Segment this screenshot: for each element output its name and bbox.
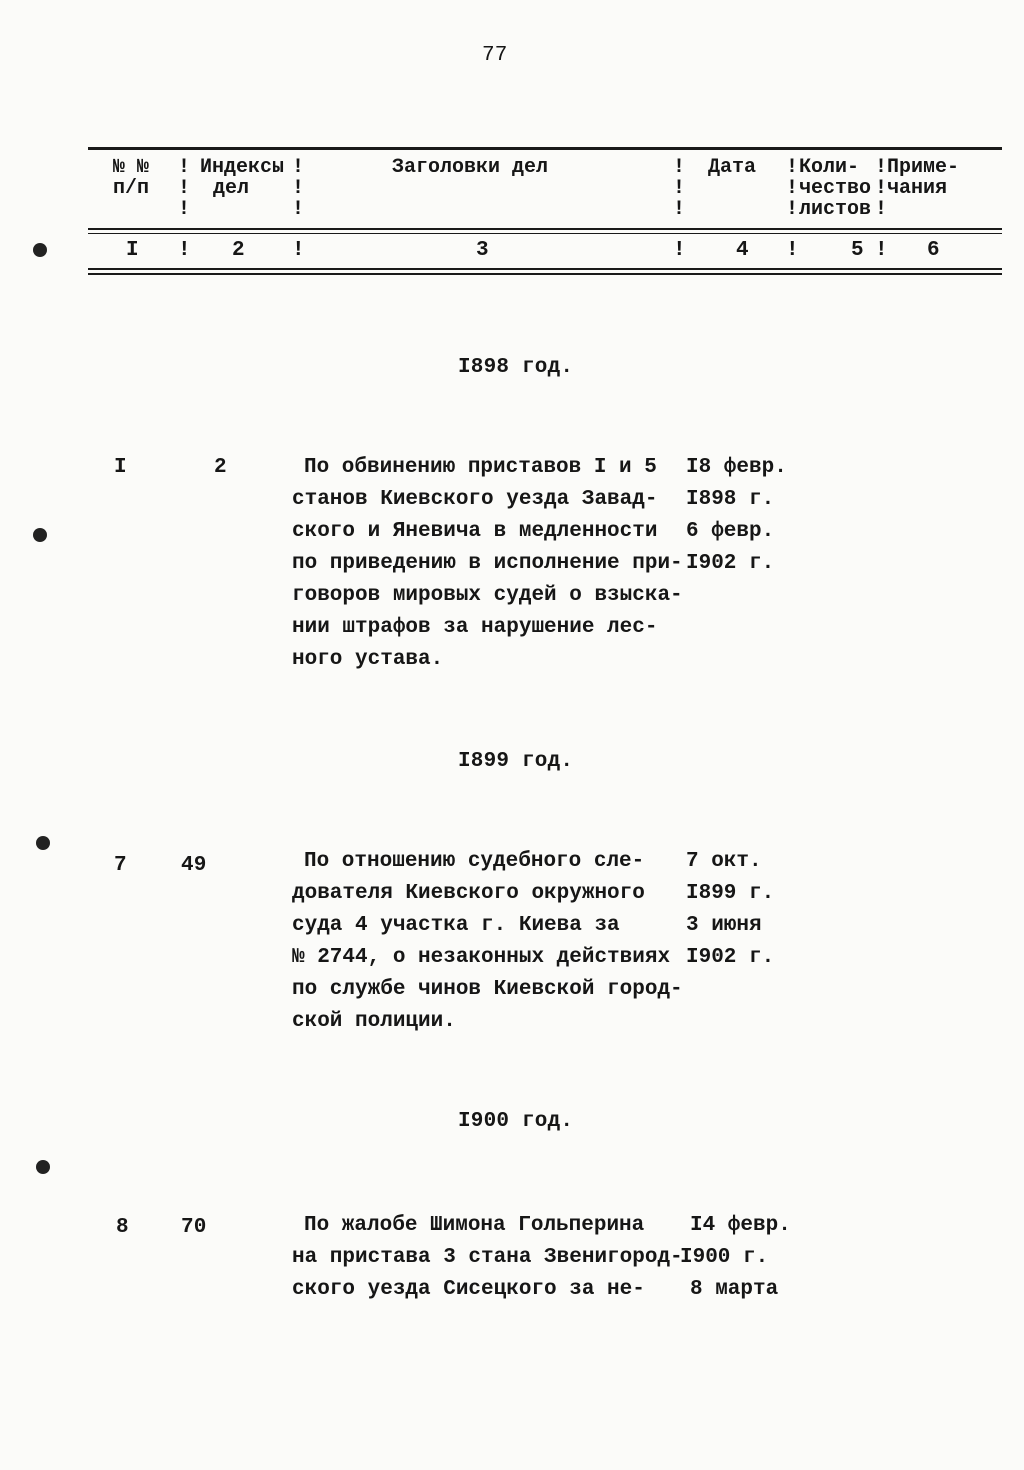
record-title — [292, 452, 683, 676]
year-heading: I900 год. — [458, 1110, 574, 1133]
col-sheets-label: листов — [799, 198, 872, 221]
record-number: 7 — [114, 854, 127, 877]
title-line: по приведению в исполнение при- — [292, 552, 683, 575]
separator: ! — [875, 156, 888, 179]
year-heading: I898 год. — [458, 356, 574, 379]
date-line: 6 февр. — [686, 520, 775, 543]
separator: ! — [786, 177, 799, 200]
record-index: 2 — [214, 456, 227, 479]
header-mid-rule — [88, 228, 1002, 230]
separator: ! — [673, 198, 686, 221]
col-title-label: Заголовки дел — [392, 156, 549, 179]
separator: ! — [673, 156, 686, 179]
col-date-label: Дата — [708, 156, 757, 179]
column-number: 4 — [736, 239, 749, 262]
punch-hole-mark — [33, 243, 47, 257]
title-line: на пристава 3 стана Звенигород- — [292, 1246, 683, 1269]
separator: ! — [292, 156, 305, 179]
header-top-rule — [88, 147, 1002, 150]
date-line: 8 марта — [690, 1278, 779, 1301]
separator: ! — [178, 156, 191, 179]
record-index: 49 — [181, 854, 207, 877]
title-line: По жалобе Шимона Гольперина — [304, 1214, 645, 1237]
separator: ! — [178, 198, 191, 221]
title-line: суда 4 участка г. Киева за — [292, 914, 620, 937]
record-number: 8 — [116, 1216, 129, 1239]
date-line: I4 февр. — [690, 1214, 791, 1237]
col-number-label: п/п — [113, 177, 150, 200]
title-line: говоров мировых судей о взыска- — [292, 584, 683, 607]
col-index-label: дел — [213, 177, 250, 200]
punch-hole-mark — [33, 528, 47, 542]
header-mid-rule — [88, 233, 1002, 234]
title-line: По отношению судебного сле- — [304, 850, 645, 873]
separator: ! — [786, 198, 799, 221]
column-number: 3 — [476, 239, 489, 262]
date-line: I902 г. — [686, 946, 775, 969]
column-number: 6 — [927, 239, 940, 262]
date-line: I900 г. — [680, 1246, 769, 1269]
record-dates — [686, 452, 787, 580]
title-line: по службе чинов Киевской город- — [292, 978, 683, 1001]
separator: ! — [292, 239, 305, 262]
date-line: 3 июня — [686, 914, 762, 937]
date-line: I8 февр. — [686, 456, 787, 479]
separator: ! — [178, 239, 191, 262]
title-line: ского уезда Сисецкого за не- — [292, 1278, 645, 1301]
col-notes-label: Приме- — [887, 156, 960, 179]
record-index: 70 — [181, 1216, 207, 1239]
record-title — [292, 1210, 683, 1306]
date-line: I898 г. — [686, 488, 775, 511]
title-line: ного устава. — [292, 648, 444, 671]
separator: ! — [786, 239, 799, 262]
separator: ! — [292, 177, 305, 200]
col-index-label: Индексы — [200, 156, 285, 179]
punch-hole-mark — [36, 836, 50, 850]
date-line: I899 г. — [686, 882, 775, 905]
title-line: нии штрафов за нарушение лес- — [292, 616, 658, 639]
separator: ! — [875, 198, 888, 221]
col-notes-label: чания — [887, 177, 948, 200]
separator: ! — [673, 177, 686, 200]
separator: ! — [875, 177, 888, 200]
column-number: 5 — [851, 239, 864, 262]
title-line: ской полиции. — [292, 1010, 456, 1033]
title-line: № 2744, о незаконных действиях — [292, 946, 671, 969]
title-line: По обвинению приставов I и 5 — [304, 456, 657, 479]
title-line: дователя Киевского окружного — [292, 882, 645, 905]
date-line: 7 окт. — [686, 850, 762, 873]
col-sheets-label: чество — [799, 177, 872, 200]
separator: ! — [292, 198, 305, 221]
title-line: ского и Яневича в медленности — [292, 520, 658, 543]
record-dates — [680, 1210, 791, 1306]
separator: ! — [875, 239, 888, 262]
title-line: станов Киевского уезда Завад- — [292, 488, 658, 511]
separator: ! — [178, 177, 191, 200]
punch-hole-mark — [36, 1160, 50, 1174]
column-number: I — [126, 239, 139, 262]
date-line: I902 г. — [686, 552, 775, 575]
header-bottom-rule — [88, 273, 1002, 275]
record-number: I — [114, 456, 127, 479]
record-dates — [686, 846, 774, 974]
col-sheets-label: Коли- — [799, 156, 860, 179]
separator: ! — [786, 156, 799, 179]
record-title — [292, 846, 683, 1038]
separator: ! — [673, 239, 686, 262]
page-number: 77 — [482, 44, 508, 67]
year-heading: I899 год. — [458, 750, 574, 773]
column-number: 2 — [232, 239, 245, 262]
header-bottom-rule — [88, 268, 1002, 270]
col-number-label: № № — [113, 156, 150, 179]
